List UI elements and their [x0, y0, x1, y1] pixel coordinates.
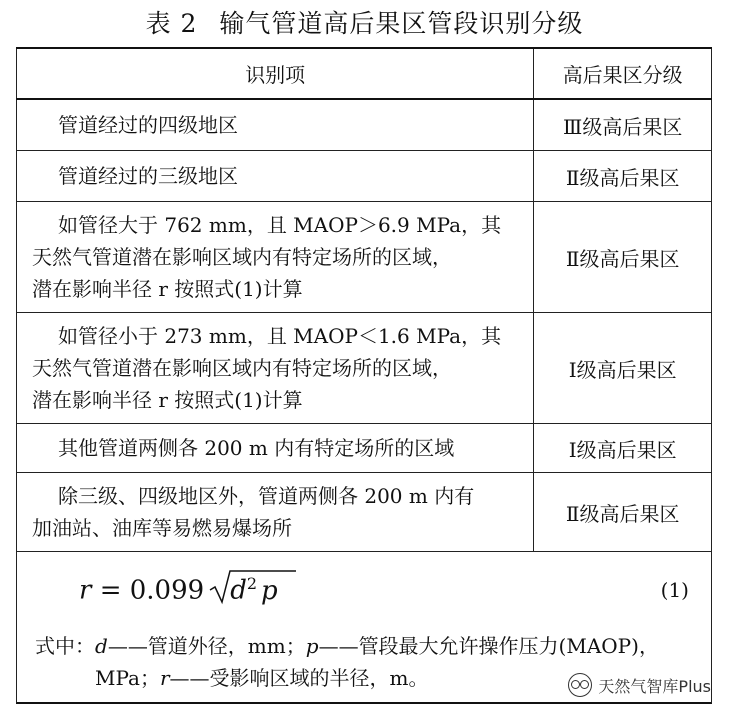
row-level: Ⅲ级高后果区 [534, 99, 712, 151]
row-level: Ⅰ级高后果区 [534, 424, 712, 473]
formula-note-line2: MPa；r——受影响区域的半径，m。 [95, 666, 429, 690]
row-item: 管道经过的三级地区 [58, 164, 238, 188]
formula-equation: r = 0.099 $d^2$ p [79, 574, 278, 606]
watermark [568, 673, 711, 697]
header-consequence-level: 高后果区分级 [534, 48, 712, 99]
square-root-sign [208, 568, 298, 608]
row-level: Ⅱ级高后果区 [534, 473, 712, 552]
table-row [17, 99, 712, 151]
table-header-row [17, 48, 712, 99]
classification-table [16, 47, 712, 552]
table-row [17, 202, 712, 313]
table-row [17, 313, 712, 424]
table-row [17, 473, 712, 552]
table-number: 表 2 [145, 9, 198, 38]
table-title [0, 4, 729, 40]
header-identification-item: 识别项 [17, 48, 534, 99]
row-item: 如管径大于 762 mm，且 MAOP＞6.9 MPa，其 天然气管道潜在影响区域内有特定场所的区域， 潜在影响半径 r 按照式(1)计算 [32, 213, 502, 301]
formula-note-line1: 式中：d——管道外径，mm；p——管段最大允许操作压力(MAOP)， [35, 634, 659, 658]
table-caption: 输气管道高后果区管段识别分级 [219, 9, 584, 38]
row-item: 如管径小于 273 mm，且 MAOP＜1.6 MPa，其 天然气管道潜在影响区域内有特定场所的区域， 潜在影响半径 r 按照式(1)计算 [32, 324, 502, 412]
equation-number: (1) [660, 578, 689, 602]
row-item: 除三级、四级地区外，管道两侧各 200 m 内有 加油站、油库等易燃易爆场所 [32, 484, 475, 540]
wechat-icon [568, 673, 592, 697]
row-item: 其他管道两侧各 200 m 内有特定场所的区域 [58, 436, 455, 460]
table-row [17, 151, 712, 202]
row-level: Ⅱ级高后果区 [534, 151, 712, 202]
table-row [17, 424, 712, 473]
watermark-text: 天然气智库Plus [598, 676, 711, 696]
row-item: 管道经过的四级地区 [58, 113, 238, 137]
row-level: Ⅱ级高后果区 [534, 202, 712, 313]
row-level: Ⅰ级高后果区 [534, 313, 712, 424]
